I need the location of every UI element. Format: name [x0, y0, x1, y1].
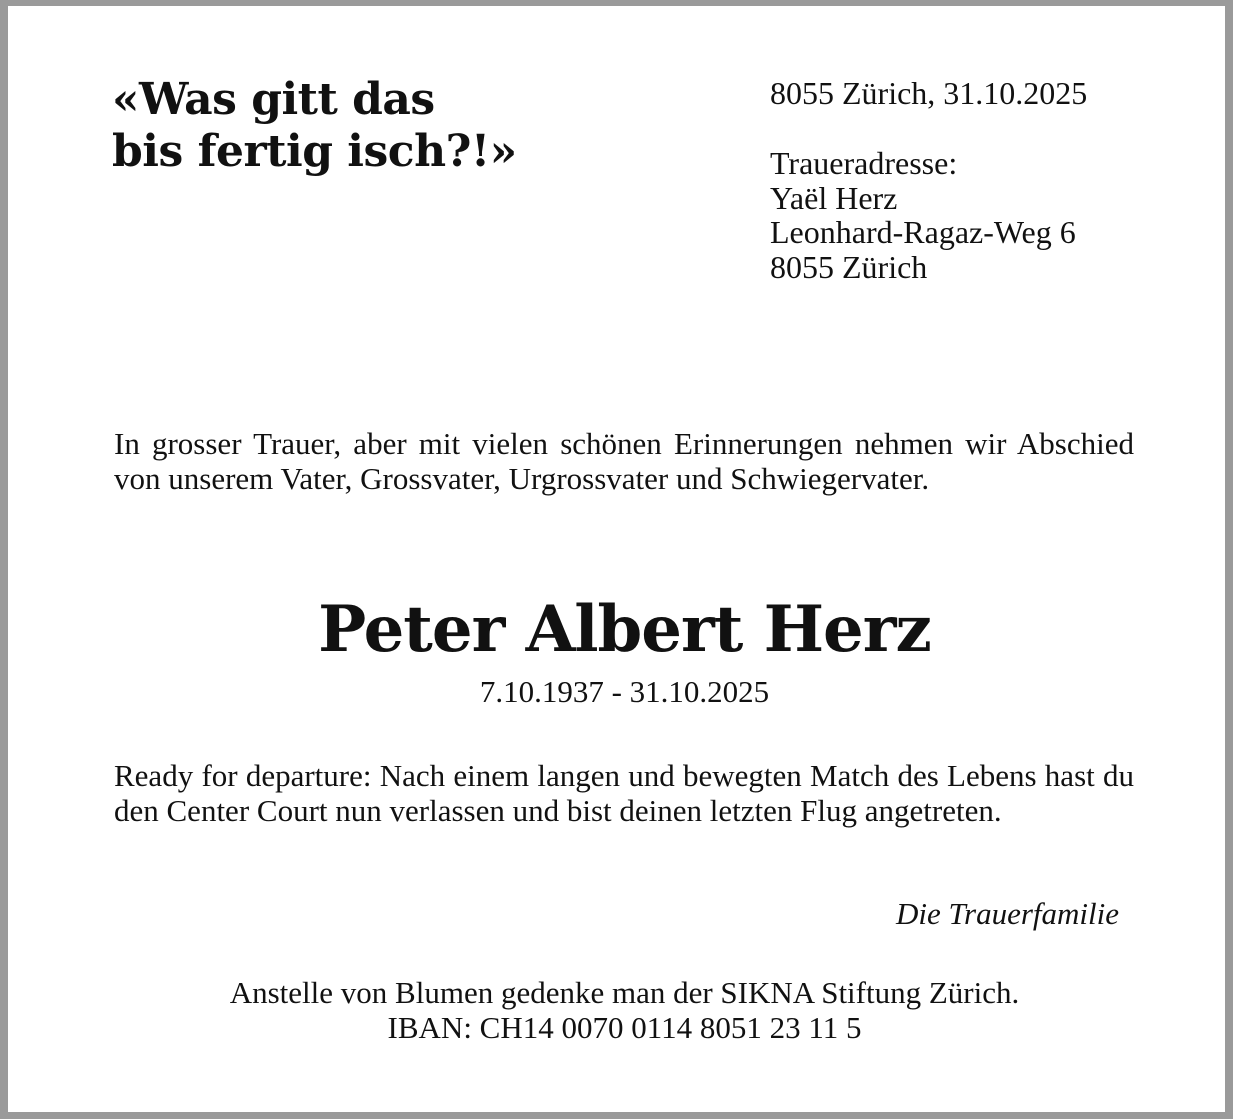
deceased-name: Peter Albert Herz	[318, 592, 931, 667]
donation-iban: IBAN: CH14 0070 0114 8051 23 11 5	[387, 1009, 862, 1045]
donation-note	[8, 976, 1233, 1045]
life-dates: 7.10.1937 - 31.10.2025	[479, 674, 770, 709]
address-name: Yaël Herz	[770, 179, 898, 216]
quote-line-2: bis fertig isch?!»	[112, 126, 517, 177]
quote-line-1: «Was gitt das	[112, 74, 435, 125]
place-date: 8055 Zürich, 31.10.2025	[770, 75, 1088, 111]
address-street: Leonhard-Ragaz-Weg 6	[770, 214, 1076, 250]
signature: Die Trauerfamilie	[895, 896, 1119, 931]
mourning-address	[770, 146, 1076, 284]
address-label: Traueradresse:	[770, 145, 958, 181]
address-city: 8055 Zürich	[770, 248, 928, 285]
farewell-message: Ready for departure: Nach einem langen und bewegten Match des Lebens hast du den Center Court nun verlassen und bist deinen letzten Flug angetreten.	[114, 758, 1134, 828]
donation-text: Anstelle von Blumen gedenke man der SIKNA Stiftung Zürich.	[229, 975, 1020, 1010]
quote-heading	[112, 74, 672, 178]
intro-paragraph: In grosser Trauer, aber mit vielen schönen Erinnerungen nehmen wir Abschied von unserem Vater, Grossvater, Urgrossvater und Schwiegervater.	[114, 426, 1134, 496]
